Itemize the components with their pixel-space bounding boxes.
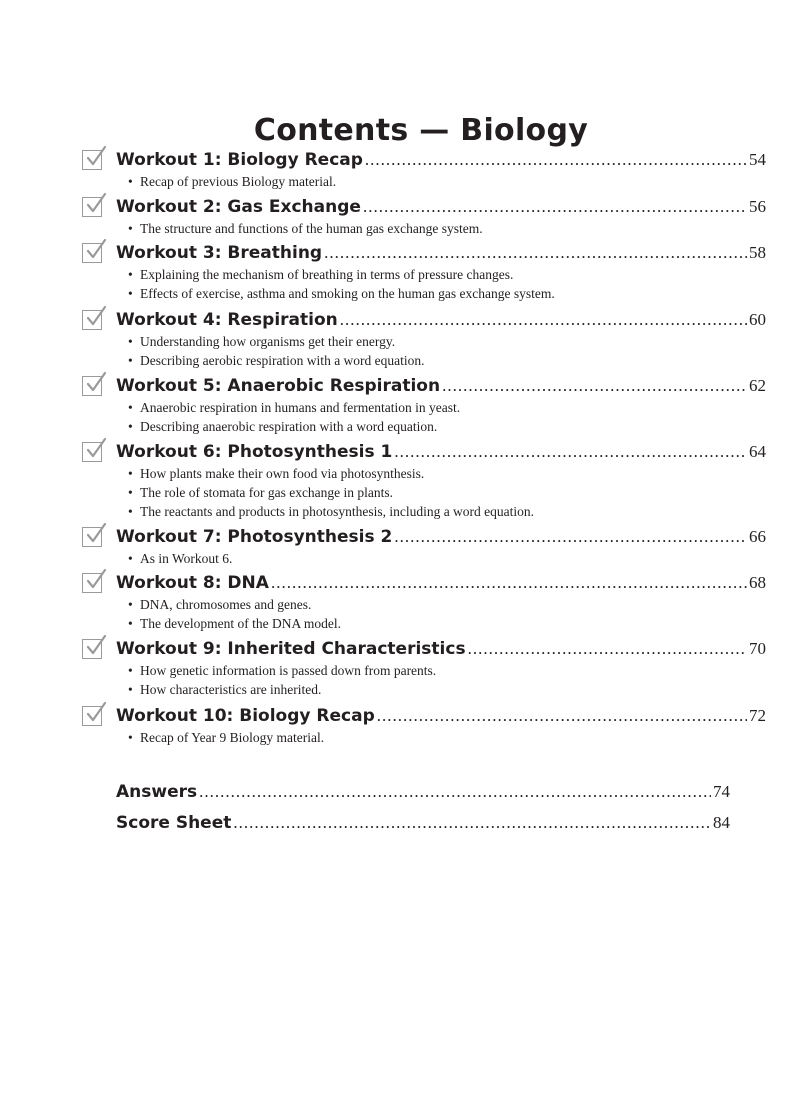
checkbox-icon[interactable] xyxy=(82,243,102,263)
checkmark-icon xyxy=(85,437,107,459)
bullet-list xyxy=(116,332,766,370)
toc-title-line xyxy=(116,780,730,804)
toc-title-line xyxy=(116,308,766,332)
page-number: 84 xyxy=(713,813,730,832)
bullet-item: • Recap of previous Biology material. xyxy=(128,172,766,191)
dot-leader xyxy=(377,704,747,728)
toc-entry xyxy=(80,374,766,436)
checkmark-icon xyxy=(85,192,107,214)
toc-entry xyxy=(80,525,766,568)
page-number: 68 xyxy=(749,573,766,592)
workout-title[interactable]: Workout 5: Anaerobic Respiration xyxy=(116,376,441,396)
bullet-list xyxy=(116,219,766,238)
checkbox-icon[interactable] xyxy=(82,376,102,396)
checkmark-icon xyxy=(85,522,107,544)
workout-title[interactable]: Workout 4: Respiration xyxy=(116,310,338,330)
bullet-item: • Understanding how organisms get their energy. xyxy=(128,332,766,351)
checkbox-icon[interactable] xyxy=(82,442,102,462)
toc-entry xyxy=(80,440,766,521)
extra-title[interactable]: Score Sheet xyxy=(116,813,232,833)
bullet-item: • The reactants and products in photosynthesis, including a word equation. xyxy=(128,502,766,521)
checkmark-icon xyxy=(85,305,107,327)
toc-title-line xyxy=(116,525,766,549)
extras-list xyxy=(116,780,730,842)
page-number: 56 xyxy=(749,197,766,216)
workout-title[interactable]: Workout 2: Gas Exchange xyxy=(116,197,361,217)
bullet-item: • Effects of exercise, asthma and smoking on the human gas exchange system. xyxy=(128,284,766,303)
toc-extra-entry xyxy=(116,811,730,835)
checkmark-icon xyxy=(85,371,107,393)
workout-title[interactable]: Workout 3: Breathing xyxy=(116,243,323,263)
bullet-item: • The structure and functions of the human gas exchange system. xyxy=(128,219,766,238)
toc-entry xyxy=(80,637,766,699)
page-number: 66 xyxy=(749,527,766,546)
bullet-item: • How characteristics are inherited. xyxy=(128,680,766,699)
bullet-item: • Describing anaerobic respiration with a word equation. xyxy=(128,417,766,436)
toc-entry xyxy=(80,308,766,370)
toc-title-line xyxy=(116,148,766,172)
workout-title[interactable]: Workout 9: Inherited Characteristics xyxy=(116,639,466,659)
bullet-list xyxy=(116,661,766,699)
bullet-item: • As in Workout 6. xyxy=(128,549,766,568)
toc-entry xyxy=(80,148,766,191)
page-number: 62 xyxy=(749,376,766,395)
page-title: Contents — Biology xyxy=(253,113,589,149)
checkbox-icon[interactable] xyxy=(82,527,102,547)
page-number: 70 xyxy=(749,639,766,658)
bullet-item: • DNA, chromosomes and genes. xyxy=(128,595,766,614)
bullet-list xyxy=(116,728,766,747)
toc-entry xyxy=(80,195,766,238)
dot-leader xyxy=(394,525,747,549)
bullet-list xyxy=(116,595,766,633)
checkbox-icon[interactable] xyxy=(82,197,102,217)
dot-leader xyxy=(394,440,747,464)
bullet-item: • Anaerobic respiration in humans and fermentation in yeast. xyxy=(128,398,766,417)
workout-title[interactable]: Workout 7: Photosynthesis 2 xyxy=(116,527,393,547)
page-number: 64 xyxy=(749,442,766,461)
toc-title-line xyxy=(116,571,766,595)
workout-title[interactable]: Workout 1: Biology Recap xyxy=(116,150,363,170)
bullet-list xyxy=(116,549,766,568)
toc-entry xyxy=(80,704,766,747)
bullet-list xyxy=(116,172,766,191)
page-number: 74 xyxy=(713,782,730,801)
dot-leader xyxy=(324,241,747,265)
checkbox-icon[interactable] xyxy=(82,573,102,593)
toc-title-line xyxy=(116,440,766,464)
page-number: 58 xyxy=(749,243,766,262)
toc-title-line xyxy=(116,637,766,661)
bullet-item: • Describing aerobic respiration with a word equation. xyxy=(128,351,766,370)
checkmark-icon xyxy=(85,634,107,656)
dot-leader xyxy=(199,780,711,804)
toc-title-line xyxy=(116,811,730,835)
bullet-item: • How genetic information is passed down from parents. xyxy=(128,661,766,680)
dot-leader xyxy=(468,637,747,661)
dot-leader xyxy=(233,811,711,835)
dot-leader xyxy=(363,195,747,219)
toc-title-line xyxy=(116,241,766,265)
checkbox-icon[interactable] xyxy=(82,150,102,170)
bullet-list xyxy=(116,265,766,303)
checkmark-icon xyxy=(85,701,107,723)
dot-leader xyxy=(365,148,747,172)
toc-entry xyxy=(80,571,766,633)
checkmark-icon xyxy=(85,145,107,167)
bullet-item: • The role of stomata for gas exchange in plants. xyxy=(128,483,766,502)
page-number: 54 xyxy=(749,150,766,169)
checkbox-icon[interactable] xyxy=(82,706,102,726)
toc-extra-entry xyxy=(116,780,730,804)
checkmark-icon xyxy=(85,568,107,590)
toc-title-line xyxy=(116,374,766,398)
toc-entry xyxy=(80,241,766,303)
workout-title[interactable]: Workout 10: Biology Recap xyxy=(116,706,375,726)
page-number: 60 xyxy=(749,310,766,329)
extra-title[interactable]: Answers xyxy=(116,782,198,802)
bullet-item: • The development of the DNA model. xyxy=(128,614,766,633)
checkbox-icon[interactable] xyxy=(82,639,102,659)
checkbox-icon[interactable] xyxy=(82,310,102,330)
bullet-list xyxy=(116,464,766,521)
toc-title-line xyxy=(116,704,766,728)
toc-title-line xyxy=(116,195,766,219)
workout-title[interactable]: Workout 8: DNA xyxy=(116,573,269,593)
bullet-item: • Recap of Year 9 Biology material. xyxy=(128,728,766,747)
page-number: 72 xyxy=(749,706,766,725)
dot-leader xyxy=(271,571,747,595)
bullet-list xyxy=(116,398,766,436)
dot-leader xyxy=(442,374,747,398)
checkmark-icon xyxy=(85,238,107,260)
workout-title[interactable]: Workout 6: Photosynthesis 1 xyxy=(116,442,393,462)
bullet-item: • How plants make their own food via photosynthesis. xyxy=(128,464,766,483)
dot-leader xyxy=(340,308,747,332)
bullet-item: • Explaining the mechanism of breathing in terms of pressure changes. xyxy=(128,265,766,284)
